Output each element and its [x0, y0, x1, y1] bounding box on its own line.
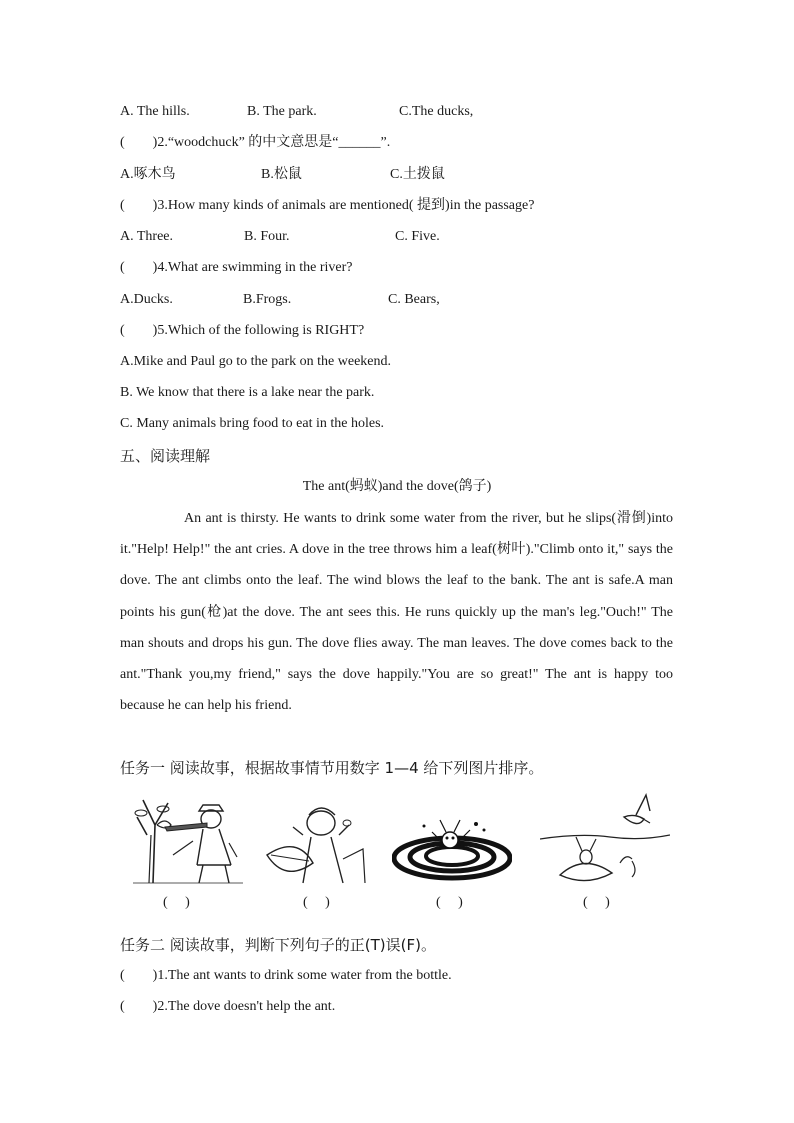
q4-option-b: B.Frogs. [243, 292, 292, 307]
statement-text: The dove doesn't help the ant. [167, 999, 336, 1014]
question-text: “woodchuck” 的中文意思是“______”. [167, 135, 391, 150]
question-3 [120, 197, 534, 215]
q2-option-c: C.土拨鼠 [390, 167, 445, 182]
q1-option-b: B. The park. [247, 104, 317, 119]
picture-ant-in-water [392, 810, 512, 882]
answer-paren[interactable]: ( )2. [120, 999, 168, 1014]
story-title: The ant(蚂蚁)and the dove(鸽子) [302, 479, 492, 494]
q5-option-b: B. We know that there is a lake near the park. [120, 385, 375, 400]
answer-paren[interactable]: ( )1. [120, 968, 168, 983]
answer-paren[interactable]: ( )3. [120, 198, 168, 213]
question-2 [120, 134, 390, 152]
statement-text: The ant wants to drink some water from the bottle. [167, 968, 452, 983]
q1-option-c: C.The ducks, [399, 104, 474, 119]
tf-statement-1 [120, 967, 452, 985]
question-text: What are swimming in the river? [167, 260, 353, 275]
picture-man-drops-gun [263, 805, 368, 885]
picture-1-answer[interactable]: ( ) [163, 895, 190, 910]
picture-3-answer[interactable]: ( ) [436, 895, 463, 910]
answer-paren[interactable]: ( )4. [120, 260, 168, 275]
q3-option-a: A. Three. [120, 229, 173, 244]
q4-option-a: A.Ducks. [120, 292, 173, 307]
picture-dove-and-ant-on-leaf [540, 793, 670, 888]
tf-statement-2 [120, 998, 335, 1016]
section-heading: 五、阅读理解 [120, 447, 211, 465]
answer-paren[interactable]: ( )2. [120, 135, 168, 150]
q2-option-a: A.啄木鸟 [120, 167, 176, 182]
question-text: How many kinds of animals are mentioned( 提到)in the passage? [167, 198, 535, 213]
picture-4-answer[interactable]: ( ) [583, 895, 610, 910]
question-5 [120, 322, 364, 340]
task-two-instruction: 任务二 阅读故事，判断下列句子的正(T)误(F)。 [120, 936, 436, 954]
q4-option-c: C. Bears, [388, 292, 440, 307]
q3-option-c: C. Five. [395, 229, 440, 244]
story-paragraph: An ant is thirsty. He wants to drink some water from the river, but he slips(滑倒)into it."Help! Help!" the ant cries. A dove in the tree throws him a leaf(树叶)."Climb onto it," says the dove. The ant climbs onto the leaf. The wind blows the leaf to the bank. The ant is safe.A man points his gun(枪)at the dove. The ant sees this. He runs quickly up the man's leg."Ouch!" The man shouts and drops his gun. The dove flies away. The man leaves. The dove comes back to the ant."Thank you,my friend," says the dove happily."You are so great!" The ant is happy too because he can help his friend. [120, 511, 673, 714]
picture-man-gun-dove [133, 795, 243, 885]
q5-option-a: A.Mike and Paul go to the park on the weekend. [120, 354, 391, 369]
question-4 [120, 259, 353, 277]
q5-option-c: C. Many animals bring food to eat in the holes. [120, 416, 385, 431]
q1-option-a: A. The hills. [120, 104, 190, 119]
q2-option-b: B.松鼠 [261, 167, 302, 182]
picture-2-answer[interactable]: ( ) [303, 895, 330, 910]
answer-paren[interactable]: ( )5. [120, 323, 168, 338]
question-text: Which of the following is RIGHT? [167, 323, 365, 338]
q3-option-b: B. Four. [244, 229, 290, 244]
task-one-instruction: 任务一 阅读故事，根据故事情节用数字 1—4 给下列图片排序。 [120, 759, 544, 777]
